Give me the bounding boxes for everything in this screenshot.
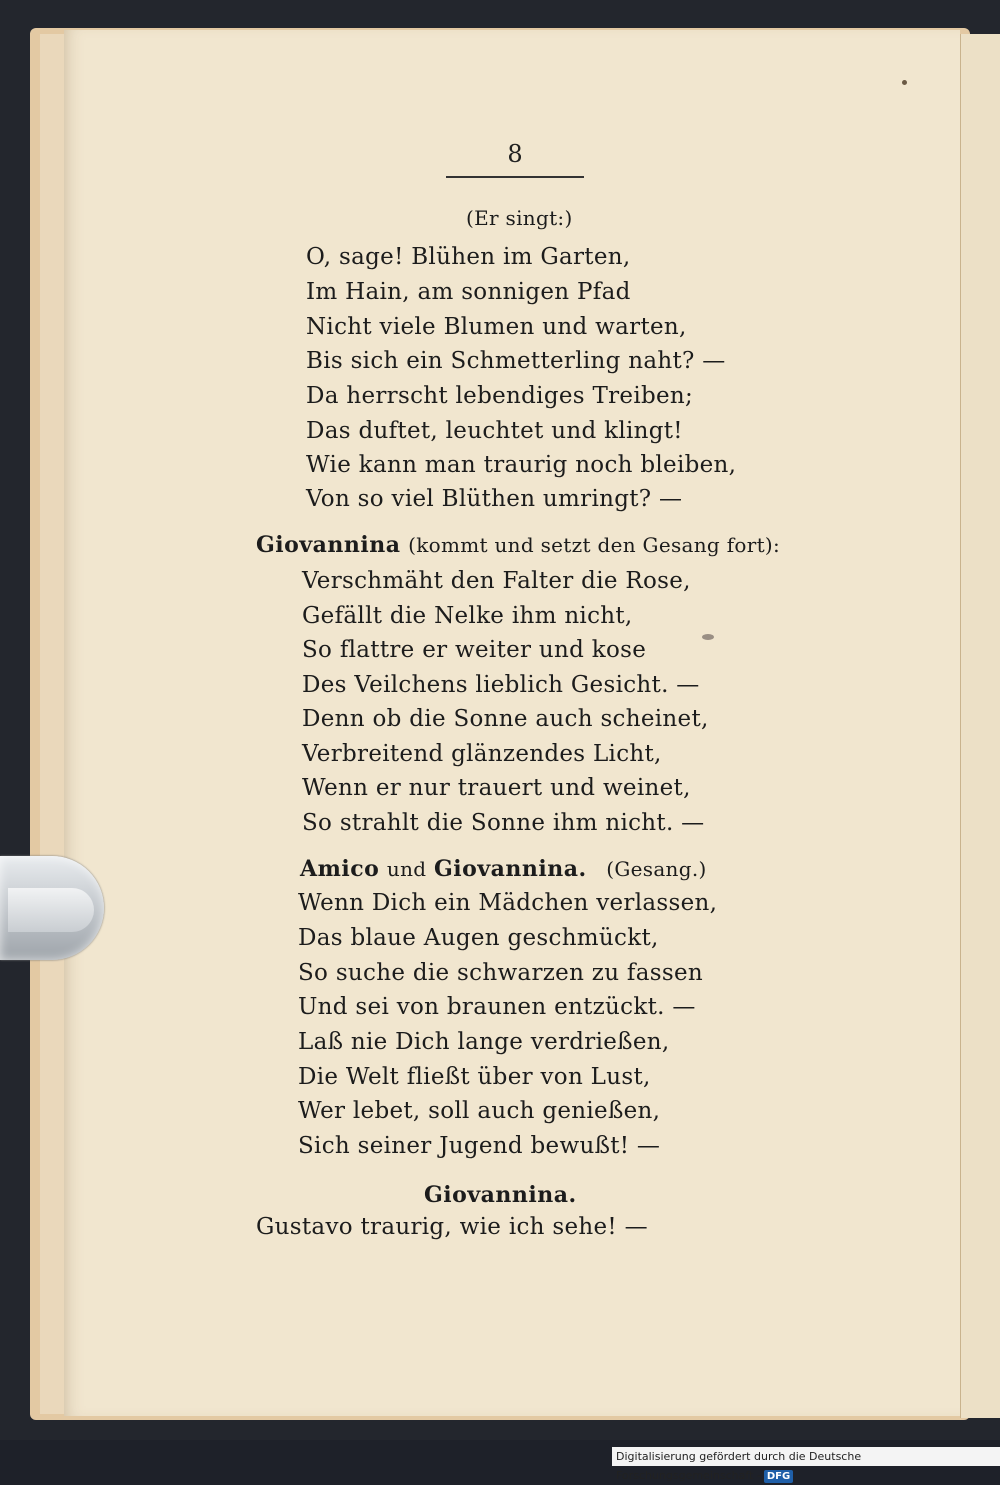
verse-line: Gefällt die Nelke ihm nicht, <box>302 603 633 629</box>
speaker-conjunction: und <box>386 857 427 881</box>
speaker-name: Giovannina <box>256 532 401 558</box>
stage-direction: (kommt und setzt den Gesang fort): <box>408 533 781 557</box>
header-rule <box>446 176 584 178</box>
stage-direction: (Gesang.) <box>606 857 707 881</box>
stage-direction: (Er singt:) <box>466 206 573 230</box>
verse-line: So flattre er weiter und kose <box>302 637 647 663</box>
verse-line: Wie kann man traurig noch bleiben, <box>306 452 737 478</box>
dfg-logo: DFG <box>764 1470 793 1483</box>
page-clip-highlight <box>8 888 94 932</box>
verse-line: Laß nie Dich lange verdrießen, <box>298 1029 670 1055</box>
verse-line: Verschmäht den Falter die Rose, <box>302 568 691 594</box>
speck <box>702 634 714 640</box>
verse-line: Sich seiner Jugend bewußt! — <box>298 1133 661 1159</box>
verse-line: Wenn Dich ein Mädchen verlassen, <box>298 890 718 916</box>
verse-line: Die Welt fließt über von Lust, <box>298 1064 651 1090</box>
speaker-name: Giovannina. <box>424 1182 577 1208</box>
verse-line: Gustavo traurig, wie ich sehe! — <box>256 1214 648 1240</box>
verse-line: Des Veilchens lieblich Gesicht. — <box>302 672 700 698</box>
verse-line: Nicht viele Blumen und warten, <box>306 314 687 340</box>
page-number: 8 <box>507 140 523 168</box>
verse-line: Da herrscht lebendiges Treiben; <box>306 383 694 409</box>
speaker-line <box>300 856 707 882</box>
speaker-name: Giovannina. <box>434 856 587 882</box>
verse-line: O, sage! Blühen im Garten, <box>306 244 631 270</box>
verse-line: Im Hain, am sonnigen Pfad <box>306 279 631 305</box>
verse-line: Verbreitend glänzendes Licht, <box>302 741 662 767</box>
footer-text: Digitalisierung gefördert durch die Deutsche Forschungsgemeinschaft - <box>616 1450 862 1482</box>
verse-line: Denn ob die Sonne auch scheinet, <box>302 706 709 732</box>
verse-line: Wer lebet, soll auch genießen, <box>298 1098 661 1124</box>
speck <box>902 80 907 85</box>
verse-line: Und sei von braunen entzückt. — <box>298 994 696 1020</box>
verse-line: Das blaue Augen geschmückt, <box>298 925 659 951</box>
page-right-strip <box>960 34 1000 1418</box>
verse-line: So suche die schwarzen zu fassen <box>298 960 703 986</box>
speaker-name: Amico <box>300 856 380 882</box>
digitization-footer <box>612 1447 1000 1482</box>
verse-line: Von so viel Blüthen umringt? — <box>306 486 683 512</box>
verse-line: Wenn er nur trauert und weinet, <box>302 775 691 801</box>
speaker-line <box>256 532 780 558</box>
verse-line: So strahlt die Sonne ihm nicht. — <box>302 810 705 836</box>
verse-line: Bis sich ein Schmetterling naht? — <box>306 348 726 374</box>
verse-line: Das duftet, leuchtet und klingt! <box>306 418 683 444</box>
